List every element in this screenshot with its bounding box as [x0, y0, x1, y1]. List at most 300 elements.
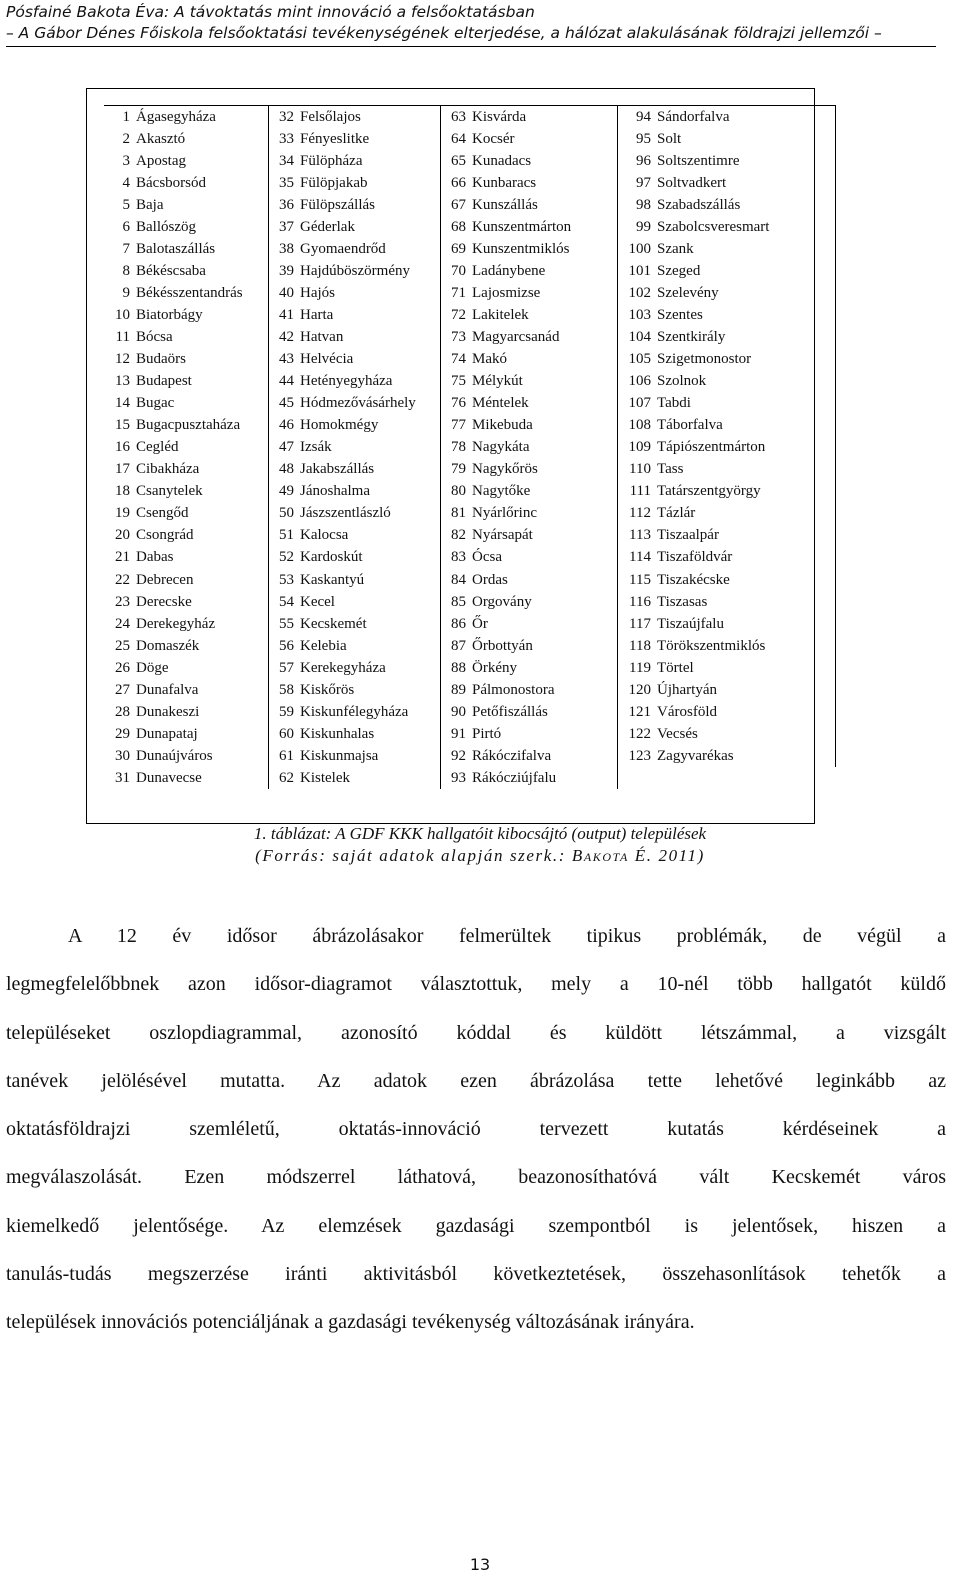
row-id-cell: 83 [451, 549, 466, 566]
row-id-cell: 81 [451, 505, 466, 522]
row-id-cell: 12 [115, 351, 130, 368]
page-number: 13 [469, 1555, 491, 1574]
row-id-cell: 117 [629, 615, 651, 632]
row-id-cell: 26 [115, 659, 130, 676]
row-id-cell: 59 [279, 703, 294, 720]
settlement-name-cell: Kocsér [472, 128, 617, 150]
settlement-name-cell: Ócsa [472, 547, 617, 569]
table-row [104, 194, 835, 216]
row-id-cell: 61 [279, 747, 294, 764]
row-id-cell: 112 [629, 505, 651, 522]
row-id-cell: 57 [279, 659, 294, 676]
row-id-cell: 43 [279, 351, 294, 368]
row-id-cell: 22 [115, 571, 130, 588]
row-id-cell: 93 [451, 769, 466, 786]
row-id-cell: 95 [636, 130, 651, 147]
row-id-cell: 99 [636, 218, 651, 235]
settlement-name-cell: Hatvan [300, 326, 440, 348]
table-row [104, 613, 835, 635]
settlement-name-cell: Újhartyán [657, 679, 835, 701]
row-id-cell: 15 [115, 417, 130, 434]
row-id-cell: 103 [628, 306, 651, 323]
settlement-name-cell: Zagyvarékas [657, 745, 835, 767]
table-row [104, 591, 835, 613]
row-id-cell: 9 [122, 284, 130, 301]
paragraph-line: kiemelkedő jelentősége. Az elemzések gazdasági szempontból is jelentősek, hiszen a [6, 1214, 946, 1237]
row-id-cell: 51 [279, 527, 294, 544]
settlement-name-cell: Tiszaújfalu [657, 613, 835, 635]
settlement-name-cell: Kelebia [300, 635, 440, 657]
header-subtitle: – A Gábor Dénes Főiskola felsőoktatási tevékenységének elterjedése, a hálózat alakulásának földrajzi jellemzői – [6, 24, 882, 42]
row-id-cell: 118 [629, 637, 651, 654]
settlement-name-cell: Petőfiszállás [472, 701, 617, 723]
row-id-cell: 107 [628, 395, 651, 412]
row-id-cell: 87 [451, 637, 466, 654]
table-row [104, 260, 835, 282]
table-row [104, 150, 835, 172]
row-id-cell: 100 [628, 240, 651, 257]
row-id-cell: 114 [629, 549, 651, 566]
settlement-name-cell: Jászszentlászló [300, 503, 440, 525]
row-id-cell: 80 [451, 483, 466, 500]
settlement-name-cell: Bácsborsód [136, 172, 268, 194]
row-id-cell: 28 [115, 703, 130, 720]
settlement-name-cell: Kaskantyú [300, 569, 440, 591]
row-id-cell: 109 [628, 439, 651, 456]
settlement-name-cell: Budaörs [136, 349, 268, 371]
settlement-name-cell: Derekegyház [136, 613, 268, 635]
row-id-cell: 115 [629, 571, 651, 588]
settlement-name-cell: Hódmezővásárhely [300, 393, 440, 415]
running-header [6, 2, 946, 47]
settlement-name-cell: Kerekegyháza [300, 657, 440, 679]
row-id-cell: 34 [279, 152, 294, 169]
settlement-name-cell: Tiszasas [657, 591, 835, 613]
settlement-name-cell: Fülöpszállás [300, 194, 440, 216]
row-id-cell: 111 [629, 483, 651, 500]
settlement-name-cell: Magyarcsanád [472, 326, 617, 348]
settlement-name-cell: Szigetmonostor [657, 349, 835, 371]
settlement-name-cell: Budapest [136, 371, 268, 393]
table-row [104, 349, 835, 371]
settlement-name-cell: Dunafalva [136, 679, 268, 701]
settlement-name-cell: Jánoshalma [300, 481, 440, 503]
row-id-cell: 2 [122, 130, 130, 147]
table-row [104, 304, 835, 326]
settlement-name-cell: Kiskunmajsa [300, 745, 440, 767]
source-author: Bakota [571, 846, 629, 865]
settlement-name-cell: Debrecen [136, 569, 268, 591]
settlement-name-cell: Derecske [136, 591, 268, 613]
settlement-name-cell: Tass [657, 459, 835, 481]
row-id-cell: 10 [115, 306, 130, 323]
row-id-cell: 123 [628, 747, 651, 764]
row-id-cell: 21 [115, 549, 130, 566]
settlement-name-cell: Ordas [472, 569, 617, 591]
settlement-name-cell: Ágasegyháza [136, 106, 268, 129]
header-rule [6, 46, 936, 47]
settlement-name-cell: Nyárlőrinc [472, 503, 617, 525]
row-id-cell: 106 [628, 373, 651, 390]
row-id-cell: 5 [122, 196, 130, 213]
paragraph-line: településeket oszlopdiagrammal, azonosító kóddal és küldött létszámmal, a vizsgált [6, 1021, 946, 1044]
settlement-name-cell: Sándorfalva [657, 106, 835, 129]
settlement-name-cell: Csongrád [136, 525, 268, 547]
settlement-name-cell: Jakabszállás [300, 459, 440, 481]
row-id-cell: 37 [279, 218, 294, 235]
settlement-name-cell: Döge [136, 657, 268, 679]
row-id-cell: 13 [115, 373, 130, 390]
row-id-cell: 113 [629, 527, 651, 544]
settlement-name-cell: Solt [657, 128, 835, 150]
row-id-cell: 89 [451, 681, 466, 698]
settlement-name-cell: Orgovány [472, 591, 617, 613]
settlement-name-cell: Fényeslitke [300, 128, 440, 150]
settlement-name-cell: Balotaszállás [136, 238, 268, 260]
settlement-name-cell: Tápiószentmárton [657, 437, 835, 459]
table-row [104, 238, 835, 260]
row-id-cell: 52 [279, 549, 294, 566]
settlement-name-cell: Pirtó [472, 723, 617, 745]
settlement-name-cell: Lakitelek [472, 304, 617, 326]
settlement-name-cell: Harta [300, 304, 440, 326]
settlement-name-cell: Dunakeszi [136, 701, 268, 723]
settlement-name-cell: Akasztó [136, 128, 268, 150]
settlement-name-cell: Dunaújváros [136, 745, 268, 767]
settlement-name-cell: Ladánybene [472, 260, 617, 282]
settlement-name-cell: Táborfalva [657, 415, 835, 437]
paragraph-line: megválaszolását. Ezen módszerrel láthatová, beazonosíthatóvá vált Kecskemét város [6, 1166, 946, 1189]
row-id-cell: 58 [279, 681, 294, 698]
row-id-cell: 63 [440, 106, 472, 129]
settlement-name-cell: Csengőd [136, 503, 268, 525]
settlement-name-cell: Nagykőrös [472, 459, 617, 481]
row-id-cell: 45 [279, 395, 294, 412]
settlement-name-cell: Ballószög [136, 216, 268, 238]
table-row [104, 459, 835, 481]
row-id-cell: 72 [451, 306, 466, 323]
row-id-cell: 110 [629, 461, 651, 478]
paragraph-line: tanévek jelölésével mutatta. Az adatok ezen ábrázolása tette lehetővé leginkább az [6, 1069, 946, 1092]
row-id-cell: 14 [115, 395, 130, 412]
table-row [104, 569, 835, 591]
settlement-name-cell: Tiszakécske [657, 569, 835, 591]
row-id-cell: 24 [115, 615, 130, 632]
settlement-name-cell: Makó [472, 349, 617, 371]
row-id-cell: 98 [636, 196, 651, 213]
settlement-name-cell: Kunszentmiklós [472, 238, 617, 260]
settlement-name-cell: Felsőlajos [300, 106, 440, 129]
settlement-name-cell: Kunszentmárton [472, 216, 617, 238]
row-id-cell: 20 [115, 527, 130, 544]
row-id-cell: 77 [451, 417, 466, 434]
row-id-cell: 65 [451, 152, 466, 169]
row-id-cell: 85 [451, 593, 466, 610]
table-row [104, 635, 835, 657]
table-row [104, 481, 835, 503]
table-row [104, 106, 835, 129]
settlement-name-cell: Fülöpjakab [300, 172, 440, 194]
table-row [104, 503, 835, 525]
settlement-name-cell: Törökszentmiklós [657, 635, 835, 657]
row-id-cell: 30 [115, 747, 130, 764]
row-id-cell: 6 [122, 218, 130, 235]
settlement-name-cell: Kecel [300, 591, 440, 613]
settlement-name-cell: Cibakháza [136, 459, 268, 481]
row-id-cell: 23 [115, 593, 130, 610]
row-id-cell: 97 [636, 174, 651, 191]
settlement-name-cell: Pálmonostora [472, 679, 617, 701]
row-id-cell: 47 [279, 439, 294, 456]
row-id-cell: 64 [451, 130, 466, 147]
row-id-cell: 3 [122, 152, 130, 169]
table-caption: 1. táblázat: A GDF KKK hallgatóit kibocsájtó (output) települések [253, 824, 707, 843]
row-id-cell: 35 [279, 174, 294, 191]
row-id-cell: 86 [451, 615, 466, 632]
row-id-cell: 48 [279, 461, 294, 478]
settlement-name-cell: Apostag [136, 150, 268, 172]
settlement-name-cell: Bugac [136, 393, 268, 415]
settlement-name-cell: Homokmégy [300, 415, 440, 437]
settlement-name-cell: Szabolcsveresmart [657, 216, 835, 238]
row-id-cell: 91 [451, 725, 466, 742]
row-id-cell: 44 [279, 373, 294, 390]
source-prefix: (Forrás: saját adatok alapján szerk.: [255, 846, 572, 865]
settlement-name-cell: Csanytelek [136, 481, 268, 503]
settlement-name-cell: Rákócziújfalu [472, 767, 617, 789]
table-source [0, 846, 960, 866]
settlement-name-cell: Soltszentimre [657, 150, 835, 172]
settlement-name-cell: Kunadacs [472, 150, 617, 172]
settlement-name-cell: Örkény [472, 657, 617, 679]
row-id-cell: 84 [451, 571, 466, 588]
settlement-name-cell: Kalocsa [300, 525, 440, 547]
row-id-cell: 31 [115, 769, 130, 786]
row-id-cell: 105 [628, 351, 651, 368]
row-id-cell: 38 [279, 240, 294, 257]
table-row [104, 723, 835, 745]
settlement-name-cell: Dunavecse [136, 767, 268, 789]
row-id-cell: 79 [451, 461, 466, 478]
settlement-name-cell: Cegléd [136, 437, 268, 459]
row-id-cell: 78 [451, 439, 466, 456]
row-id-cell: 75 [451, 373, 466, 390]
row-id-cell: 73 [451, 328, 466, 345]
settlement-name-cell: Mélykút [472, 371, 617, 393]
table-row [104, 216, 835, 238]
row-id-cell: 121 [628, 703, 651, 720]
settlement-name-cell: Szentes [657, 304, 835, 326]
settlement-name-cell: Kistelek [300, 767, 440, 789]
header-author-title: Pósfainé Bakota Éva: A távoktatás mint innováció a felsőoktatásban [6, 3, 535, 21]
row-id-cell: 4 [122, 174, 130, 191]
settlement-name-cell: Tabdi [657, 393, 835, 415]
settlement-name-cell: Bugacpusztaháza [136, 415, 268, 437]
settlement-name-cell: Szolnok [657, 371, 835, 393]
row-id-cell: 27 [115, 681, 130, 698]
row-id-cell: 8 [122, 262, 130, 279]
row-id-cell: 101 [628, 262, 651, 279]
table-row [104, 282, 835, 304]
row-id-cell: 96 [636, 152, 651, 169]
row-id-cell: 104 [628, 328, 651, 345]
table-row [104, 525, 835, 547]
row-id-cell: 42 [279, 328, 294, 345]
row-id-cell: 19 [115, 505, 130, 522]
settlement-name-cell: Őr [472, 613, 617, 635]
settlement-name-cell: Kiskunfélegyháza [300, 701, 440, 723]
row-id-cell: 53 [279, 571, 294, 588]
row-id-cell: 94 [617, 106, 657, 129]
settlement-name-cell: Izsák [300, 437, 440, 459]
settlement-name-cell: Békésszentandrás [136, 282, 268, 304]
row-id-cell: 119 [629, 659, 651, 676]
row-id-cell: 33 [279, 130, 294, 147]
row-id-cell: 39 [279, 262, 294, 279]
settlement-name-cell: Bócsa [136, 326, 268, 348]
row-id-cell: 49 [279, 483, 294, 500]
settlement-name-cell: Baja [136, 194, 268, 216]
row-id-cell: 7 [122, 240, 130, 257]
row-id-cell: 32 [268, 106, 300, 129]
paragraph-line: legmegfelelőbbnek azon idősor-diagramot választottuk, mely a 10-nél több hallgatót küldő [6, 973, 946, 996]
settlement-name-cell: Hajdúböszörmény [300, 260, 440, 282]
settlement-name-cell: Szank [657, 238, 835, 260]
settlement-name-cell: Kunbaracs [472, 172, 617, 194]
table-row [104, 547, 835, 569]
row-id-cell: 54 [279, 593, 294, 610]
row-id-cell: 60 [279, 725, 294, 742]
settlement-name-cell: Gyomaendrőd [300, 238, 440, 260]
paragraph-line: oktatásföldrajzi szemléletű, oktatás-innováció tervezett kutatás kérdéseinek a [6, 1118, 946, 1141]
table-row [104, 326, 835, 348]
row-id-cell: 71 [451, 284, 466, 301]
settlement-name-cell: Dunapataj [136, 723, 268, 745]
row-id-cell: 92 [451, 747, 466, 764]
settlement-name-cell: Szentkirály [657, 326, 835, 348]
settlement-name-cell: Nagykáta [472, 437, 617, 459]
settlement-name-cell: Tiszaalpár [657, 525, 835, 547]
table-row [104, 701, 835, 723]
settlement-name-cell: Kardoskút [300, 547, 440, 569]
paragraph-line: tanulás-tudás megszerzése iránti aktivitásból következtetések, összehasonlítások tehetők a [6, 1263, 946, 1286]
row-id-cell: 69 [451, 240, 466, 257]
settlement-name-cell: Kiskőrös [300, 679, 440, 701]
row-id-cell: 76 [451, 395, 466, 412]
settlement-name-cell: Törtel [657, 657, 835, 679]
row-id-cell: 120 [628, 681, 651, 698]
settlement-name-cell: Kunszállás [472, 194, 617, 216]
settlement-name-cell: Domaszék [136, 635, 268, 657]
row-id-cell: 108 [628, 417, 651, 434]
body-paragraph [6, 916, 946, 1351]
settlement-name-cell: Biatorbágy [136, 304, 268, 326]
settlement-name-cell: Kisvárda [472, 106, 617, 129]
settlement-name-cell: Szeged [657, 260, 835, 282]
row-id-cell [617, 767, 657, 789]
source-suffix: É. 2011) [628, 846, 705, 865]
row-id-cell: 62 [279, 769, 294, 786]
row-id-cell: 16 [115, 439, 130, 456]
settlement-name-cell: Lajosmizse [472, 282, 617, 304]
settlement-name-cell: Rákóczifalva [472, 745, 617, 767]
paragraph-line: települések innovációs potenciáljának a gazdasági tevékenység változásának irányára. [6, 1311, 695, 1334]
row-id-cell: 55 [279, 615, 294, 632]
settlements-table [104, 105, 836, 789]
row-id-cell: 50 [279, 505, 294, 522]
paragraph-line: A 12 év idősor ábrázolásakor felmerültek tipikus problémák, de végül a [68, 925, 946, 947]
row-id-cell: 11 [115, 328, 130, 345]
settlement-name-cell: Szelevény [657, 282, 835, 304]
row-id-cell: 74 [451, 351, 466, 368]
row-id-cell: 122 [628, 725, 651, 742]
settlement-name-cell: Dabas [136, 547, 268, 569]
settlement-name-cell: Tázlár [657, 503, 835, 525]
settlement-name-cell: Tiszaföldvár [657, 547, 835, 569]
table-row [104, 745, 835, 767]
table-row [104, 128, 835, 150]
table-row [104, 393, 835, 415]
row-id-cell: 70 [451, 262, 466, 279]
settlement-name-cell: Kiskunhalas [300, 723, 440, 745]
settlement-name-cell: Békéscsaba [136, 260, 268, 282]
table-row [104, 172, 835, 194]
table-row [104, 415, 835, 437]
settlement-name-cell: Őrbottyán [472, 635, 617, 657]
settlement-name-cell: Szabadszállás [657, 194, 835, 216]
row-id-cell: 40 [279, 284, 294, 301]
settlement-name-cell: Mikebuda [472, 415, 617, 437]
row-id-cell: 17 [115, 461, 130, 478]
table-row [104, 371, 835, 393]
row-id-cell: 116 [629, 593, 651, 610]
row-id-cell: 18 [115, 483, 130, 500]
row-id-cell: 66 [451, 174, 466, 191]
row-id-cell: 88 [451, 659, 466, 676]
row-id-cell: 46 [279, 417, 294, 434]
settlement-name-cell: Kecskemét [300, 613, 440, 635]
settlement-name-cell: Nyársapát [472, 525, 617, 547]
row-id-cell: 41 [279, 306, 294, 323]
row-id-cell: 67 [451, 196, 466, 213]
table-row [104, 767, 835, 789]
settlement-name-cell: Géderlak [300, 216, 440, 238]
settlement-name-cell: Méntelek [472, 393, 617, 415]
row-id-cell: 29 [115, 725, 130, 742]
settlement-name-cell: Soltvadkert [657, 172, 835, 194]
settlement-name-cell: Hetényegyháza [300, 371, 440, 393]
settlement-name-cell: Hajós [300, 282, 440, 304]
settlement-name-cell: Fülöpháza [300, 150, 440, 172]
row-id-cell: 68 [451, 218, 466, 235]
row-id-cell: 102 [628, 284, 651, 301]
row-id-cell: 36 [279, 196, 294, 213]
settlement-name-cell: Tatárszentgyörgy [657, 481, 835, 503]
row-id-cell: 90 [451, 703, 466, 720]
settlement-name-cell: Városföld [657, 701, 835, 723]
settlement-name-cell: Vecsés [657, 723, 835, 745]
row-id-cell: 82 [451, 527, 466, 544]
row-id-cell: 1 [104, 106, 136, 129]
table-row [104, 437, 835, 459]
table-row [104, 657, 835, 679]
row-id-cell: 25 [115, 637, 130, 654]
settlement-name-cell: Nagytőke [472, 481, 617, 503]
table-row [104, 679, 835, 701]
row-id-cell: 56 [279, 637, 294, 654]
settlement-name-cell: Helvécia [300, 349, 440, 371]
settlement-name-cell [657, 767, 835, 789]
